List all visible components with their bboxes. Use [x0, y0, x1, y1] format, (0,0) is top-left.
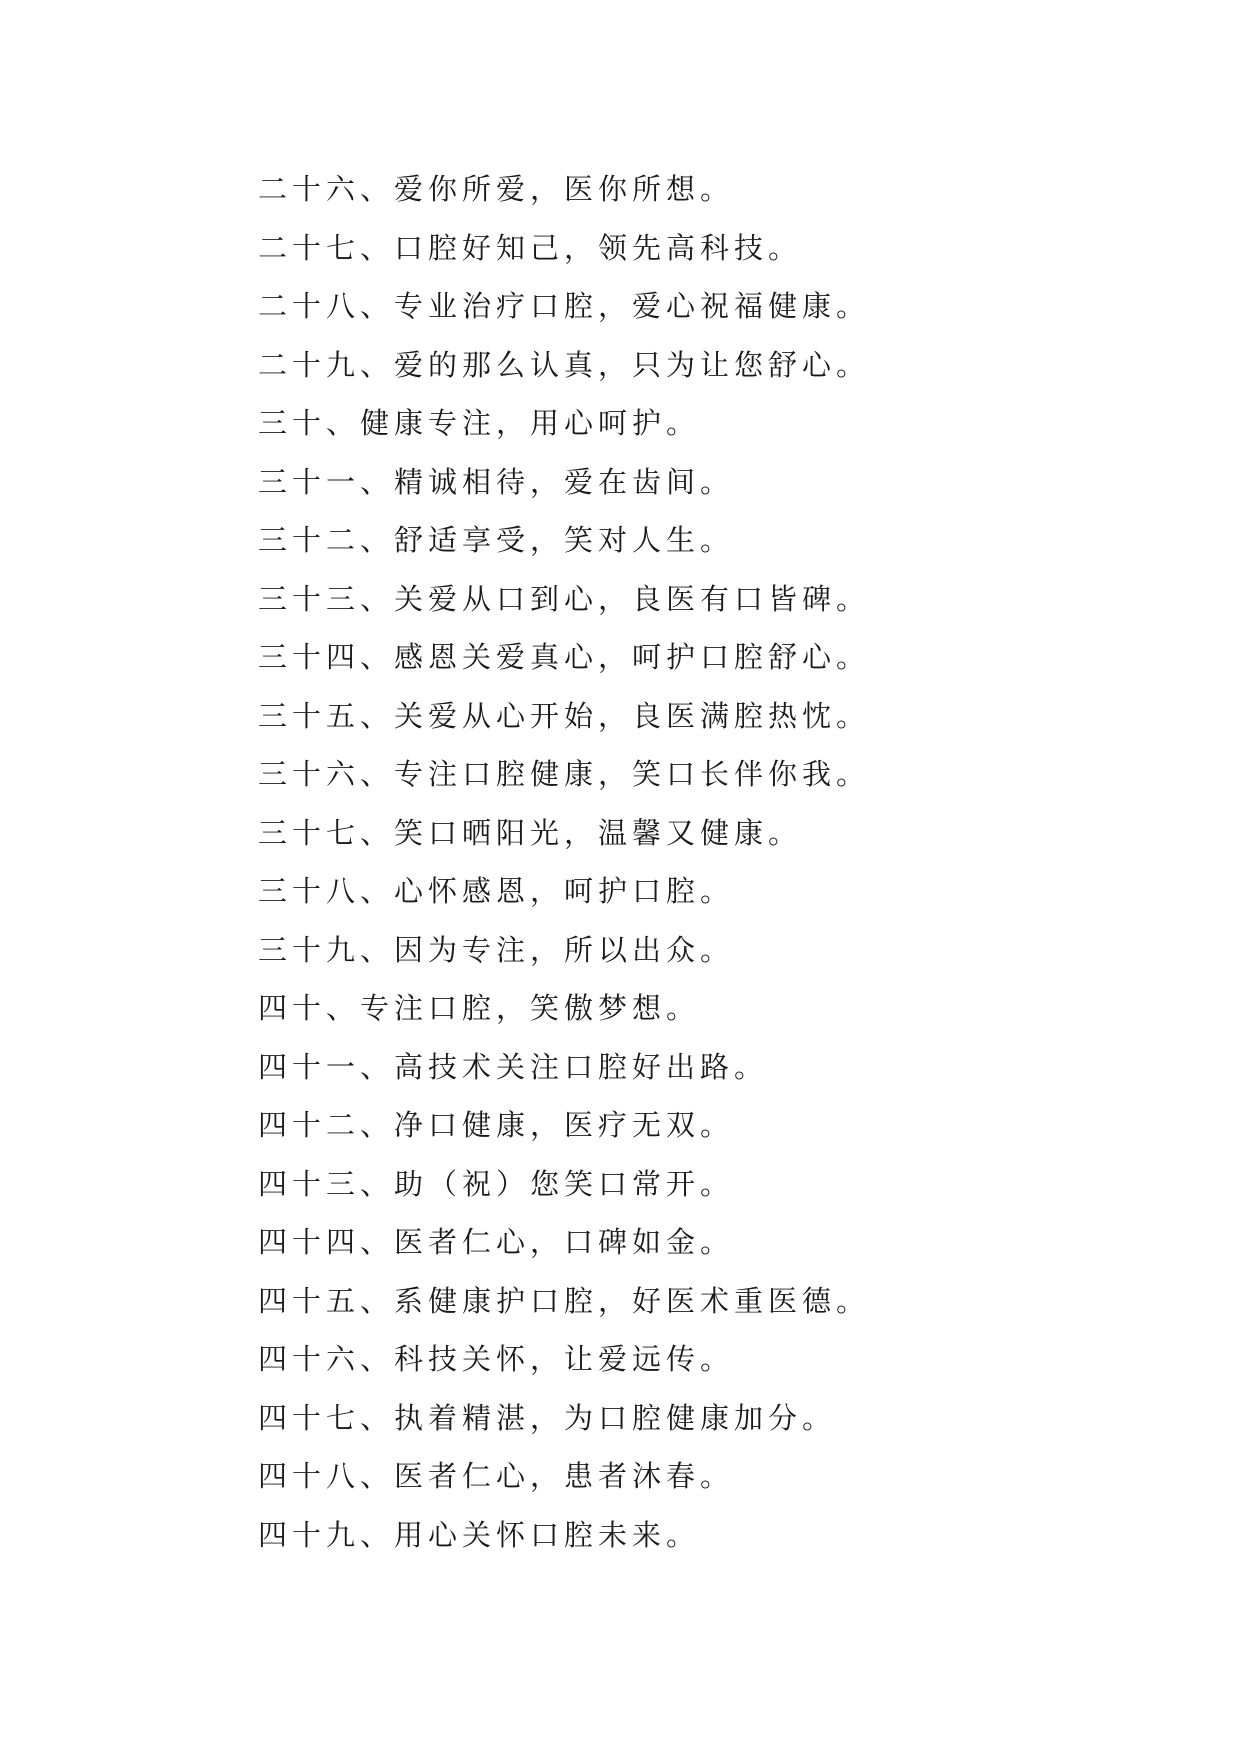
slogan-line: 三十九、因为专注，所以出众。 — [258, 932, 735, 967]
slogan-line: 三十五、关爱从心开始，良医满腔热忱。 — [258, 698, 871, 733]
slogan-line: 二十六、爱你所爱，医你所想。 — [258, 172, 735, 206]
slogan-line: 三十八、心怀感恩，呵护口腔。 — [258, 874, 735, 908]
slogan-line: 四十四、医者仁心，口碑如金。 — [258, 1225, 735, 1259]
slogan-line: 三十六、专注口腔健康，笑口长伴你我。 — [258, 757, 871, 791]
slogan-line: 四十三、助（祝）您笑口常开。 — [258, 1166, 735, 1201]
slogan-line: 三十一、精诚相待，爱在齿间。 — [258, 464, 735, 499]
slogan-line: 四十、专注口腔，笑傲梦想。 — [258, 991, 701, 1025]
slogan-line: 四十七、执着精湛，为口腔健康加分。 — [258, 1400, 837, 1435]
slogan-line: 四十六、科技关怀，让爱远传。 — [258, 1342, 735, 1376]
slogan-line: 三十四、感恩关爱真心，呵护口腔舒心。 — [258, 640, 871, 674]
slogan-line: 四十二、净口健康，医疗无双。 — [258, 1108, 735, 1142]
slogan-line: 四十五、系健康护口腔，好医术重医德。 — [258, 1283, 871, 1318]
slogan-line: 四十九、用心关怀口腔未来。 — [258, 1517, 701, 1552]
slogan-line: 二十七、口腔好知己，领先高科技。 — [258, 230, 803, 265]
slogan-line: 二十九、爱的那么认真，只为让您舒心。 — [258, 347, 871, 382]
slogan-line: 三十二、舒适享受，笑对人生。 — [258, 523, 735, 557]
slogan-line: 三十七、笑口晒阳光，温馨又健康。 — [258, 815, 803, 850]
slogan-line: 四十一、高技术关注口腔好出路。 — [258, 1049, 769, 1084]
slogan-line: 四十八、医者仁心，患者沐春。 — [258, 1459, 735, 1493]
slogan-line: 三十、健康专注，用心呵护。 — [258, 406, 701, 440]
slogan-list — [258, 160, 870, 1564]
slogan-line: 三十三、关爱从口到心，良医有口皆碑。 — [258, 581, 871, 616]
slogan-line: 二十八、专业治疗口腔，爱心祝福健康。 — [258, 289, 871, 323]
